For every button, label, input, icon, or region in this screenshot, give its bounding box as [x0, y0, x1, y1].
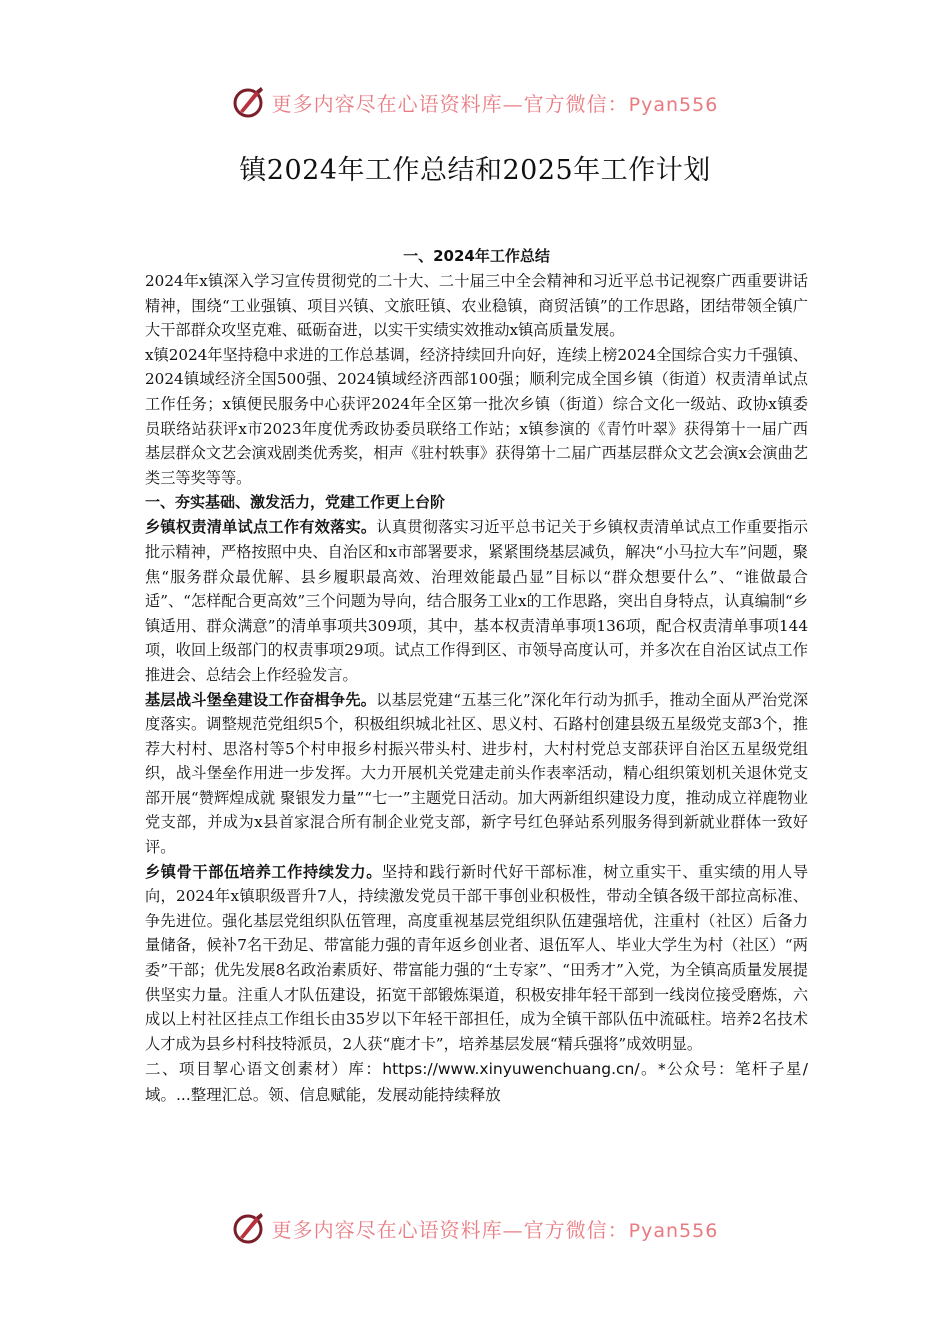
paragraph-lead: 乡镇骨干部伍培养工作持续发力。 [145, 862, 383, 881]
brand-logo-icon [232, 85, 266, 119]
paragraph: 基层战斗堡垒建设工作奋楫争先。以基层党建“五基三化”深化年行动为抓手，推动全面从严治党深度落实。调整规范党组织5个，积极组织城北社区、思义村、石路村创建县级五星级党支部3个，推荐大村村、思洛村等5个村申报乡村振兴带头村、进步村，大村村党总支部获评自治区五星级党组织，战斗堡垒作用进一步发挥。大力开展机关党建走前头作表率活动，精心组织策划机关退休党支部开展“赞辉煌成就 聚银发力量”“七一”主题党日活动。加大两新组织建设力度，推动成立祥鹿物业党支部，并成为x县首家混合所有制企业党支部，新字号红色驿站系列服务得到新就业群体一致好评。 [145, 690, 809, 857]
paragraph-lead: 基层战斗堡垒建设工作奋楫争先。 [145, 690, 377, 709]
paragraph: x镇2024年坚持稳中求进的工作总基调，经济持续回升向好，连续上榜2024全国综合实力千强镇、2024镇域经济全国500强、2024镇域经济西部100强；顺利完成全国乡镇（街道）权责清单试点工作任务；x镇便民服务中心获评2024年全区第一批次乡镇（街道）综合文化一级站、政协x镇委员联络站获评x市2023年度优秀政协委员联络工作站；x镇参演的《青竹叶翠》获得第十一届广西基层群众文艺会演戏剧类优秀奖，相声《驻村轶事》获得第十二届广西基层群众文艺会演x会演曲艺类三等奖等等。 [145, 345, 808, 487]
paragraph: 乡镇权责清单试点工作有效落实。认真贯彻落实习近平总书记关于乡镇权责清单试点工作重要指示批示精神，严格按照中央、自治区和x市部署要求，紧紧围绕基层减负，解决“小马拉大车”问题，聚焦“服务群众最优解、县乡履职最高效、治理效能最凸显”目标以“群众想要什么”、“谁做最合适”、“怎样配合更高效”三个问题为导向，结合服务工业x的工作思路，突出自身特点，认真编制“乡镇适用、群众满意”的清单事项共309项，其中，基本权责清单事项136项，配合权责清单事项144项，收回上级部门的权责事项29项。试点工作得到区、市领导高度认可，并多次在自治区试点工作推进会、总结会上作经验发言。 [145, 518, 809, 684]
banner-text: 更多内容尽在心语资料库—官方微信：Pyan556 [271, 91, 719, 116]
document-title: 镇2024年工作总结和2025年工作计划 [239, 155, 711, 186]
section-heading: 一、2024年工作总结 [403, 247, 550, 265]
paragraph: 二、项目挈心语文创素材）库：https://www.xinyuwenchuang.cn/。*公众号：笔杆子星/域。...整理汇总。领、信息赋能，发展动能持续释放 [145, 1060, 808, 1105]
footer-banner [0, 1208, 950, 1248]
paragraph: 2024年x镇深入学习宣传贯彻党的二十大、二十届三中全会精神和习近平总书记视察广西重要讲话精神，围绕“工业强镇、项目兴镇、文旅旺镇、农业稳镇，商贸活镇”的工作思路，团结带领全镇广大干部群众攻坚克难、砥砺奋进，以实干实绩实效推动x镇高质量发展。 [145, 272, 808, 340]
subsection-heading: 一、夯实基础、激发活力，党建工作更上台阶 [145, 493, 446, 512]
paragraph: 乡镇骨干部伍培养工作持续发力。坚持和践行新时代好干部标准，树立重实干、重实绩的用人导向，2024年x镇职级晋升7人，持续激发党员干部干事创业积极性，带动全镇各级干部拉高标准、争先进位。强化基层党组织队伍管理，高度重视基层党组织队伍建强培优，注重村（社区）后备力量储备，候补7名干劲足、带富能力强的青年返乡创业者、退伍军人、毕业大学生为村（社区）“两委”干部；优先发展8名政治素质好、带富能力强的“土专家”、“田秀才”入党，为全镇高质量发展提供坚实力量。注重人才队伍建设，拓宽干部锻炼渠道，积极安排年轻干部到一线岗位接受磨炼，六成以上村社区挂点工作组长由35岁以下年轻干部担任，成为全镇干部队伍中流砥柱。培养2名技术人才成为县乡村科技特派员，2人获“鹿才卡”，培养基层发展“精兵强将”成效明显。 [145, 862, 809, 1053]
header-banner [0, 82, 950, 122]
banner-text: 更多内容尽在心语资料库—官方微信：Pyan556 [271, 1217, 719, 1242]
paragraph-lead: 乡镇权责清单试点工作有效落实。 [145, 518, 377, 537]
document-body [145, 244, 808, 1108]
brand-logo-icon [232, 1211, 266, 1245]
